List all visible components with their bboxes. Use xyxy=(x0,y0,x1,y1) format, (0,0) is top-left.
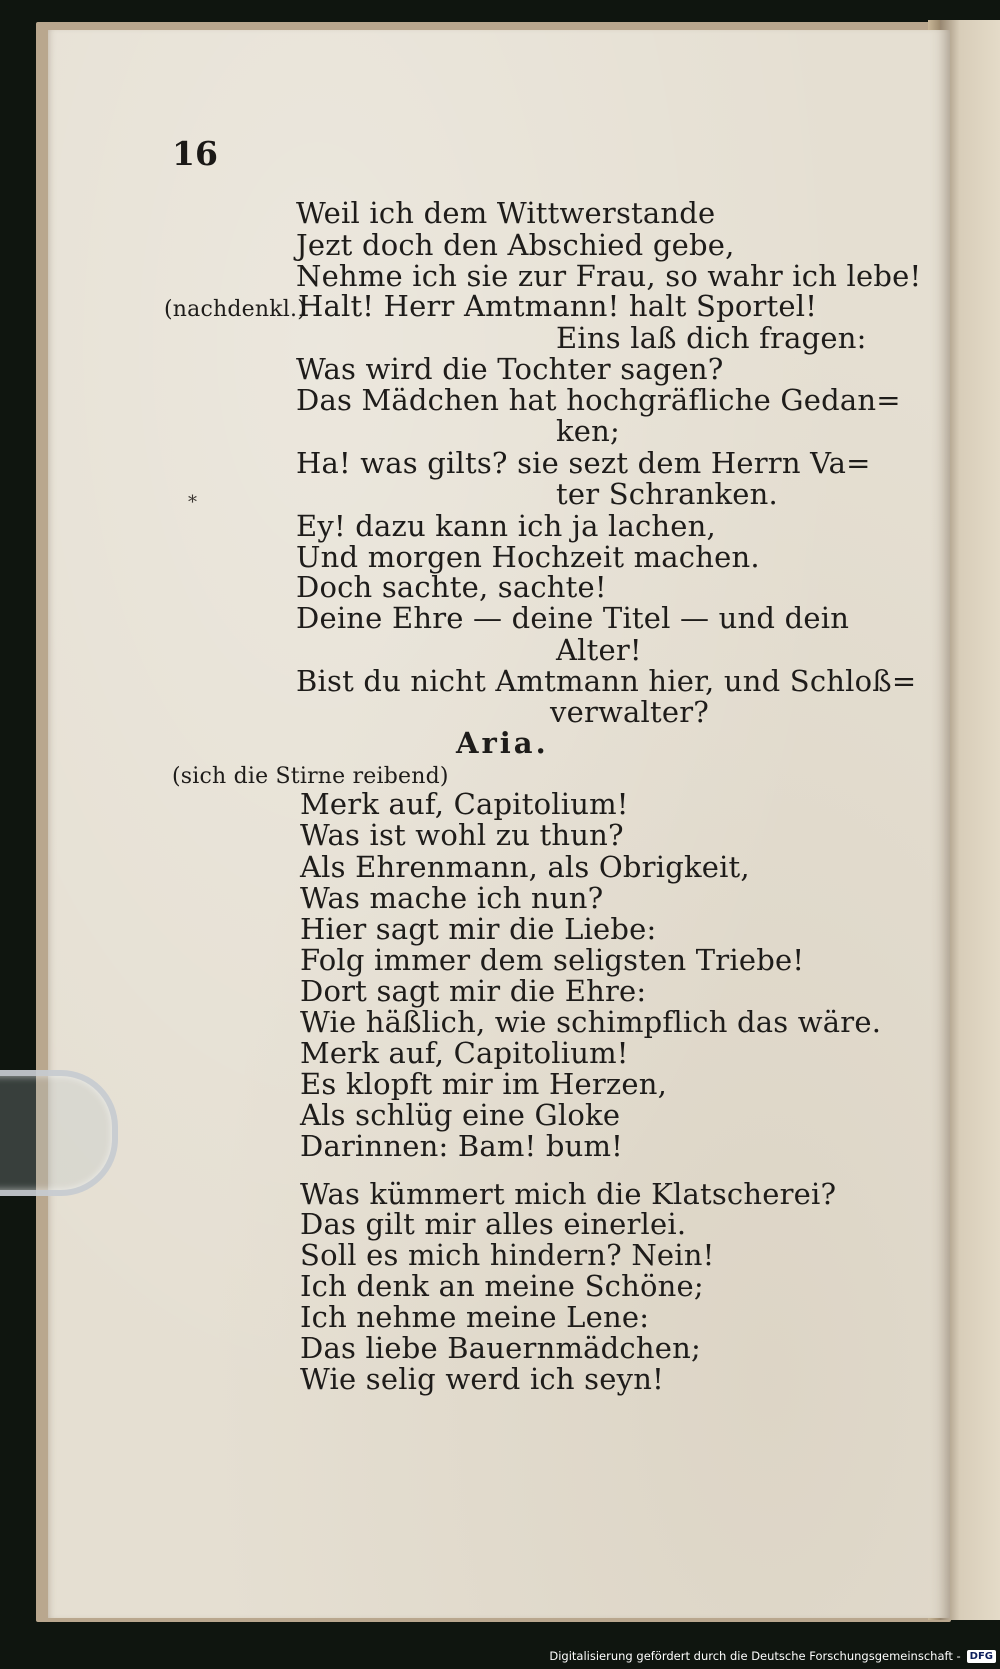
text-line: ter Schranken. xyxy=(556,477,778,511)
section-heading: Aria. xyxy=(456,726,549,760)
text-line: Nehme ich sie zur Frau, so wahr ich lebe! xyxy=(296,259,922,293)
text-line: Was mache ich nun? xyxy=(300,881,604,915)
text-line: Das gilt mir alles einerlei. xyxy=(300,1207,687,1241)
text-line: Merk auf, Capitolium! xyxy=(300,1036,629,1070)
text-line: Ich denk an meine Schöne; xyxy=(300,1269,704,1303)
text-line: Was kümmert mich die Klatscherei? xyxy=(300,1177,837,1211)
stage-direction: (sich die Stirne reibend) xyxy=(172,764,449,789)
text-line: Als schlüg eine Gloke xyxy=(300,1098,621,1132)
dfg-logo: DFG xyxy=(967,1650,996,1663)
text-line: Es klopft mir im Herzen, xyxy=(300,1067,668,1101)
stage-direction: (nachdenkl.) xyxy=(164,297,306,322)
text-line: verwalter? xyxy=(550,695,710,729)
margin-mark: * xyxy=(188,492,197,513)
text-line: Ey! dazu kann ich ja lachen, xyxy=(296,509,716,543)
text-line: Dort sagt mir die Ehre: xyxy=(300,974,647,1008)
digitization-footer xyxy=(549,1645,996,1667)
text-line: Wie selig werd ich seyn! xyxy=(300,1362,664,1396)
text-line: Hier sagt mir die Liebe: xyxy=(300,912,657,946)
text-line: Was wird die Tochter sagen? xyxy=(296,352,724,386)
text-line: Das Mädchen hat hochgräfliche Gedan= xyxy=(296,383,901,417)
text-line: Halt! Herr Amtmann! halt Sportel! xyxy=(298,289,818,323)
text-line: Was ist wohl zu thun? xyxy=(300,818,624,852)
text-line: Soll es mich hindern? Nein! xyxy=(300,1238,715,1272)
text-line: Wie häßlich, wie schimpflich das wäre. xyxy=(300,1005,882,1039)
page-clip xyxy=(0,1070,118,1196)
page-number: 16 xyxy=(172,134,218,173)
text-line: Eins laß dich fragen: xyxy=(556,321,867,355)
footer-text: Digitalisierung gefördert durch die Deutsche Forschungsgemeinschaft - xyxy=(549,1649,961,1663)
text-line: Ich nehme meine Lene: xyxy=(300,1300,650,1334)
text-line: Bist du nicht Amtmann hier, und Schloß= xyxy=(296,664,917,698)
text-line: Das liebe Bauernmädchen; xyxy=(300,1331,701,1365)
text-line: Ha! was gilts? sie sezt dem Herrn Va= xyxy=(296,446,871,480)
text-line: Weil ich dem Wittwerstande xyxy=(296,196,716,230)
text-line: Alter! xyxy=(556,633,642,667)
text-line: Jezt doch den Abschied gebe, xyxy=(296,228,735,262)
text-line: Merk auf, Capitolium! xyxy=(300,787,629,821)
text-line: Deine Ehre — deine Titel — und dein xyxy=(296,601,850,635)
text-line: ken; xyxy=(556,414,620,448)
text-line: Darinnen: Bam! bum! xyxy=(300,1129,624,1163)
text-line: Folg immer dem seligsten Triebe! xyxy=(300,943,805,977)
text-line: Doch sachte, sachte! xyxy=(296,570,607,604)
text-line: Und morgen Hochzeit machen. xyxy=(296,540,760,574)
text-line: Als Ehrenmann, als Obrigkeit, xyxy=(300,850,750,884)
